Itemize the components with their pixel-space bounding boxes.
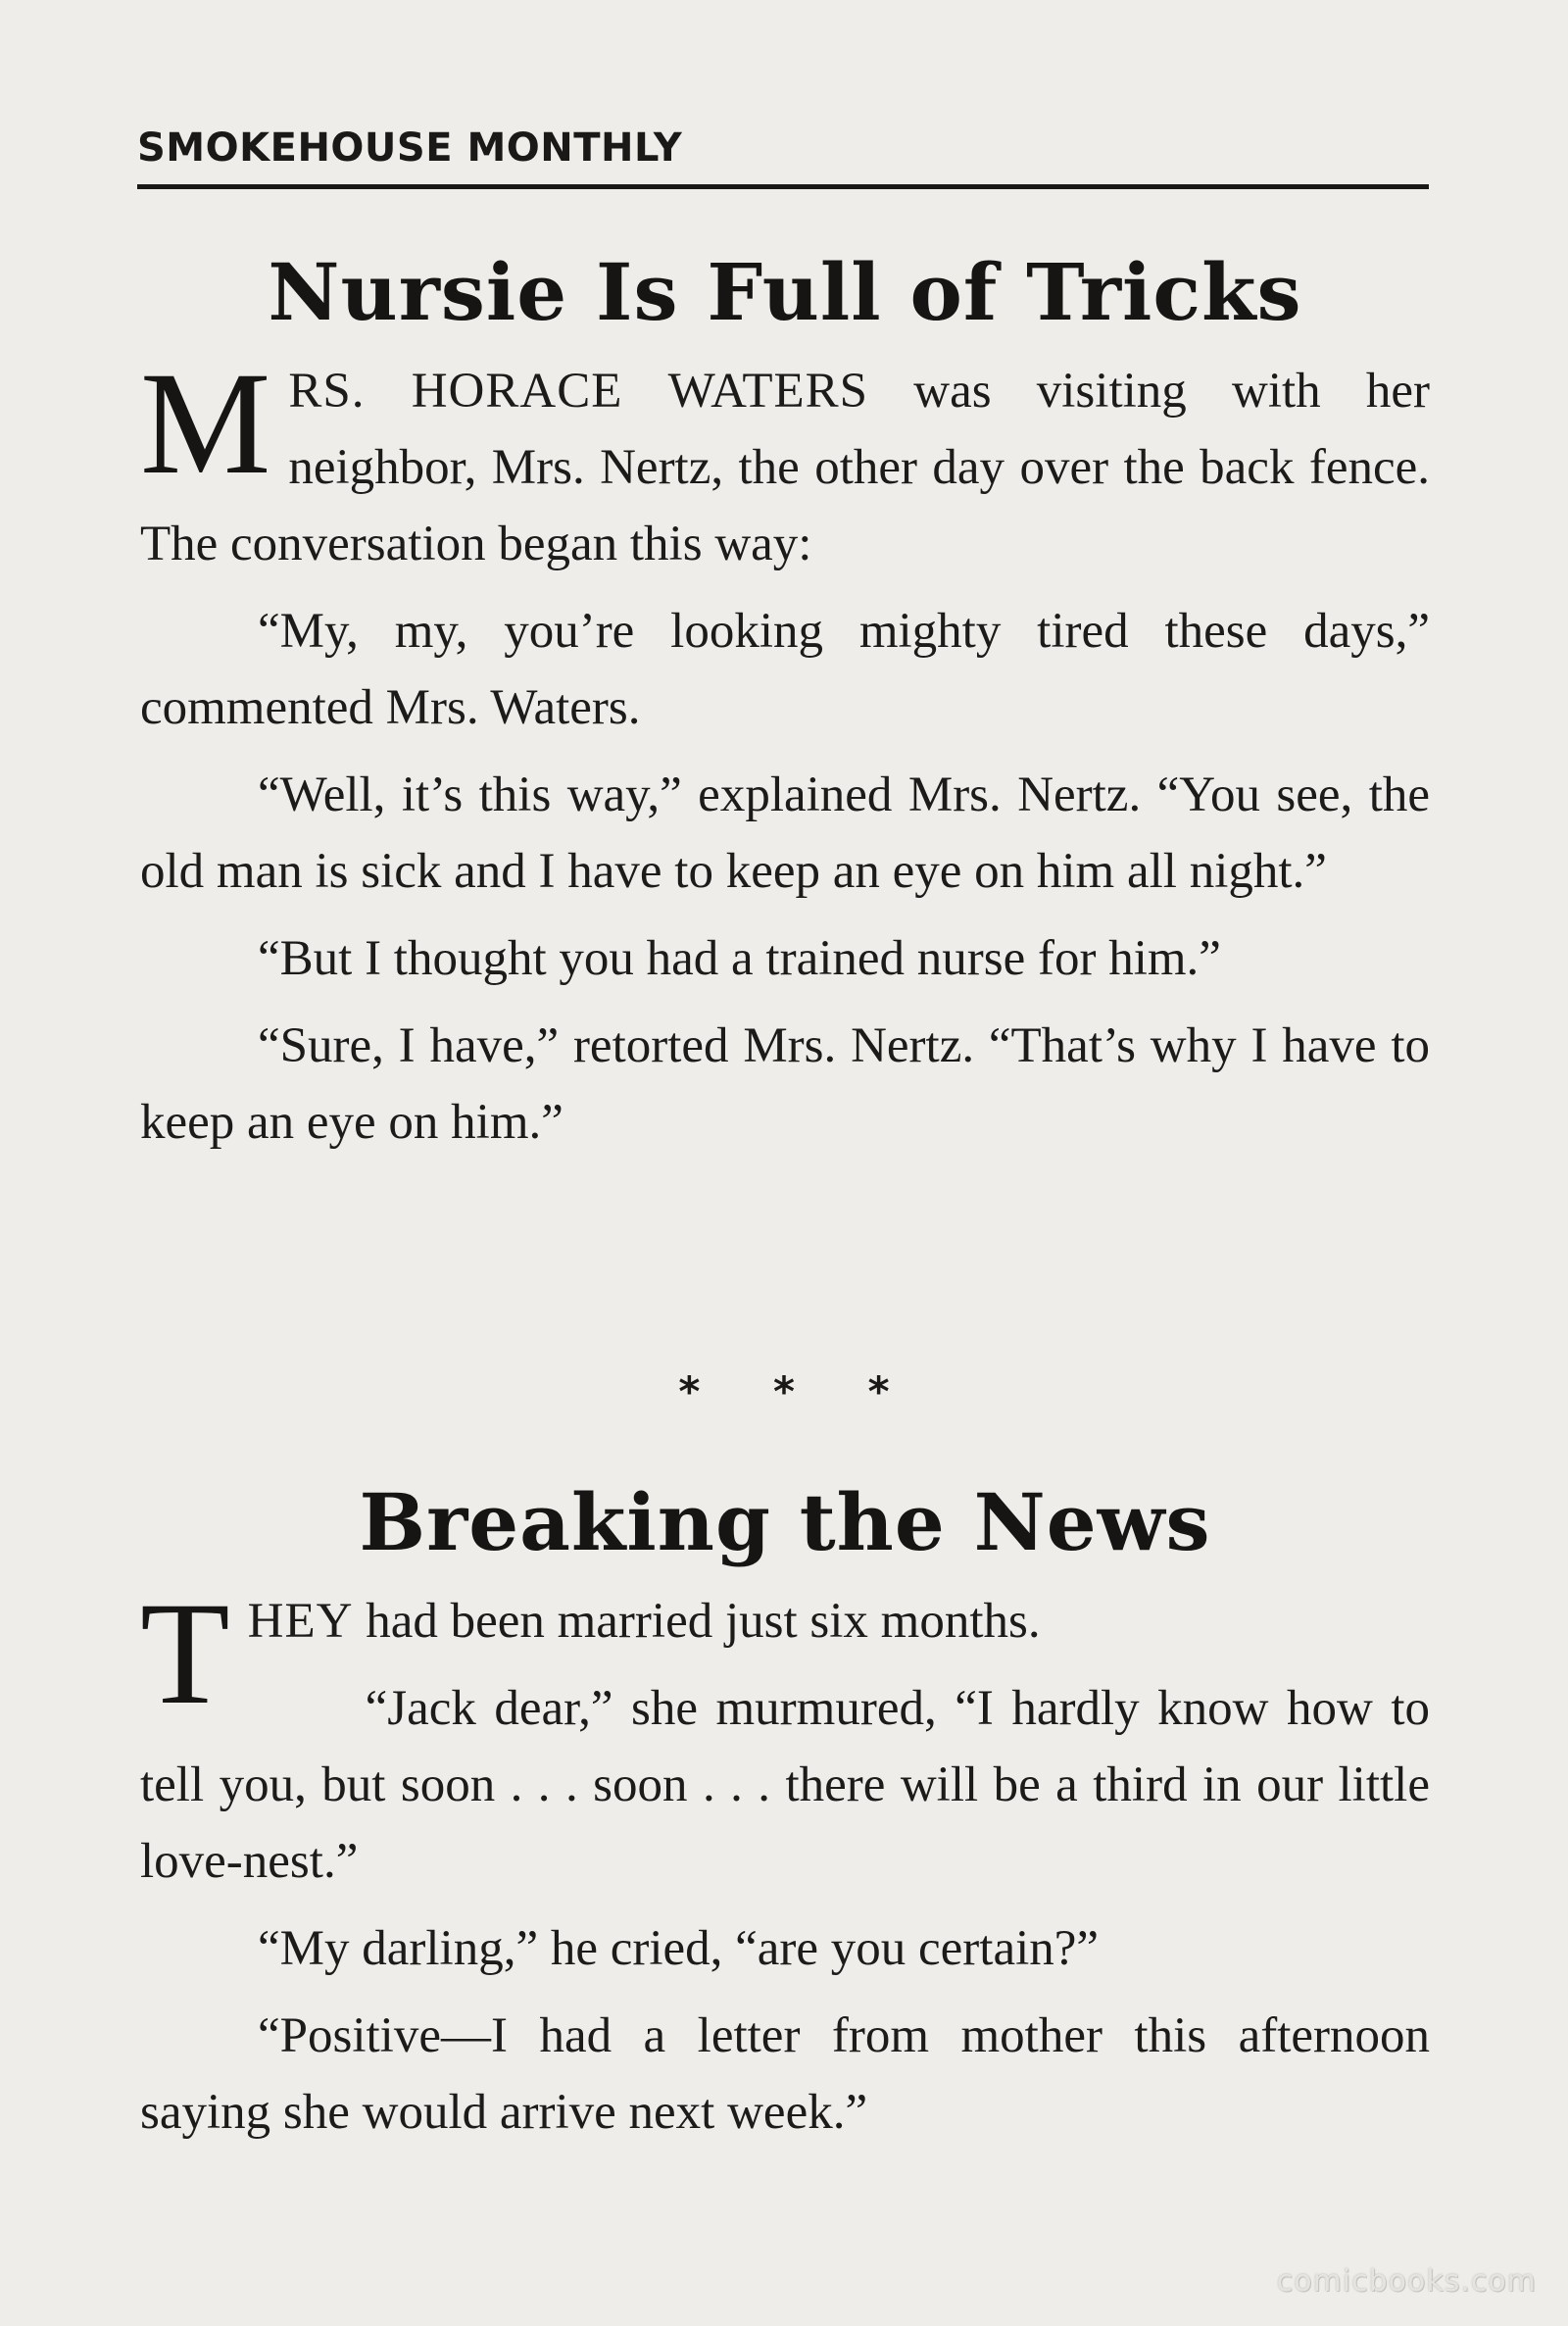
section-separator: * * * (678, 1367, 890, 1415)
story-paragraph: “Positive—I had a letter from mother this afternoon saying she would arrive next week.” (140, 2008, 1430, 2140)
story-paragraph: “Sure, I have,” retorted Mrs. Nertz. “That’s why I have to keep an eye on him.” (140, 1018, 1430, 1150)
story-title: Nursie Is Full of Tricks (268, 246, 1302, 338)
story-paragraph: “Jack dear,” she murmured, “I hardly know how to tell you, but soon . . . soon . . . there will be a third in our little love-nest.” (140, 1681, 1430, 1889)
lead-text: had been married just six months. (353, 1594, 1041, 1649)
header-rule (137, 184, 1429, 189)
story-paragraph: “But I thought you had a trained nurse for him.” (258, 931, 1221, 986)
story-lead-paragraph (140, 1572, 1430, 1735)
story-breaking-news (140, 1475, 1430, 2161)
lead-text: was visiting with her neighbor, Mrs. Nertz, the other day over the back fence. The conversation began this way: (140, 364, 1430, 571)
drop-cap: T (140, 1572, 230, 1735)
lead-caps: HEY (247, 1594, 354, 1649)
drop-cap: M (140, 342, 271, 505)
story-paragraph: “Well, it’s this way,” explained Mrs. Nertz. “You see, the old man is sick and I have to keep an eye on him all night.” (140, 767, 1430, 899)
lead-caps: RS. HORACE WATERS (288, 364, 869, 419)
watermark: comicbooks.com (1276, 2264, 1537, 2299)
story-title: Breaking the News (359, 1476, 1211, 1568)
story-paragraph: “My darling,” he cried, “are you certain?” (258, 1921, 1100, 1976)
story-nursie (140, 245, 1430, 1171)
story-paragraph: “My, my, you’re looking mighty tired these days,” commented Mrs. Waters. (140, 604, 1430, 735)
running-head: SMOKEHOUSE MONTHLY (137, 125, 683, 171)
story-lead-paragraph (140, 342, 1430, 582)
